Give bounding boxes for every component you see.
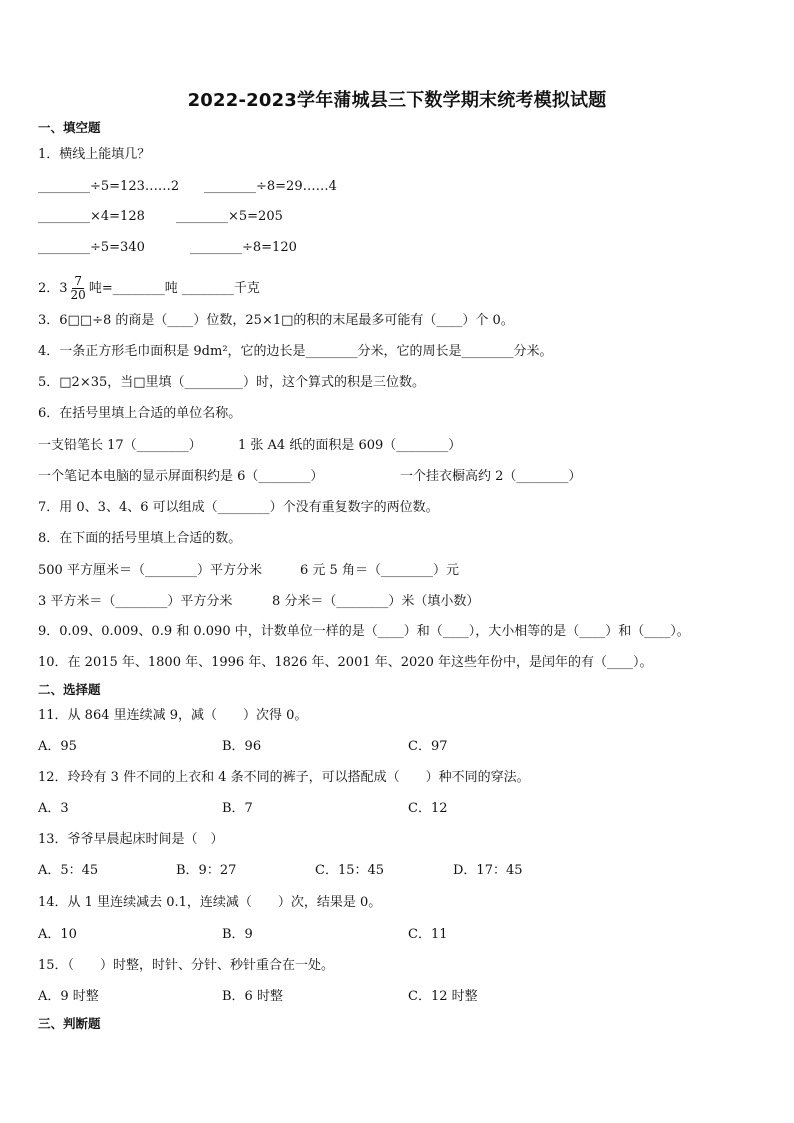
- question-14-stem: 14．从 1 里连续减去 0.1，连续减（ ）次，结果是 0。: [38, 895, 382, 910]
- option-b: B．6 时整: [222, 989, 283, 1004]
- section-true-false: 三、判断题: [38, 1016, 101, 1031]
- question-1-item: ________×4=128: [38, 209, 145, 224]
- question-6-stem: 6．在括号里填上合适的单位名称。: [38, 406, 242, 421]
- question-13-stem: 13．爷爷早晨起床时间是（ ）: [38, 832, 224, 847]
- option-b: B．9: [222, 927, 253, 942]
- question-2-prefix: 2．3: [38, 281, 68, 296]
- option-b: B．7: [222, 801, 253, 816]
- option-c: C．11: [408, 927, 448, 942]
- question-1-item: ________÷8=29……4: [204, 179, 337, 194]
- question-4: 4．一条正方形毛巾面积是 9dm²，它的边长是________分米，它的周长是________分米。: [38, 344, 553, 359]
- question-15-stem: 15．（ ）时整，时针、分针、秒针重合在一处。: [38, 958, 335, 973]
- question-1-item: ________÷5=123……2: [38, 179, 180, 194]
- option-b: B．9：27: [176, 863, 237, 878]
- fraction: [69, 275, 88, 302]
- question-10: 10．在 2015 年、1800 年、1996 年、1826 年、2001 年、2020 年这些年份中，是闰年的有（____）。: [38, 655, 653, 670]
- option-a: A．9 时整: [38, 989, 99, 1004]
- question-6-item: 1 张 A4 纸的面积是 609（________）: [238, 438, 462, 453]
- option-d: D．17：45: [453, 863, 523, 878]
- option-c: C．97: [408, 739, 448, 754]
- question-11-stem: 11．从 864 里连续减 9，减（ ）次得 0。: [38, 708, 308, 723]
- question-2: [38, 275, 774, 302]
- question-8-item: 3 平方米＝（________）平方分米: [38, 594, 233, 609]
- question-1-item: ________×5=205: [176, 209, 283, 224]
- page-title: 2022-2023学年蒲城县三下数学期末统考模拟试题: [187, 90, 607, 111]
- option-c: C．15：45: [315, 863, 385, 878]
- option-c: C．12 时整: [408, 989, 478, 1004]
- option-c: C．12: [408, 801, 448, 816]
- question-8-item: 500 平方厘米＝（________）平方分米: [38, 563, 262, 578]
- question-1-stem: 1．横线上能填几？: [38, 147, 151, 162]
- question-7: 7．用 0、3、4、6 可以组成（________）个没有重复数字的两位数。: [38, 500, 439, 515]
- option-a: A．10: [38, 927, 77, 942]
- question-3: 3．6□□÷8 的商是（____）位数，25×1□的积的末尾最多可能有（____）个 0。: [38, 313, 514, 328]
- option-b: B．96: [222, 739, 262, 754]
- question-12-stem: 12．玲玲有 3 件不同的上衣和 4 条不同的裤子，可以搭配成（ ）种不同的穿法。: [38, 770, 530, 785]
- question-2-suffix: 吨=________吨 ________千克: [88, 281, 260, 296]
- question-5: 5．□2×35，当□里填（_________）时，这个算式的积是三位数。: [38, 375, 426, 390]
- fraction-numerator: 7: [74, 274, 82, 288]
- question-6-item: 一个笔记本电脑的显示屏面积约是 6（________）: [38, 469, 324, 484]
- question-1-item: ________÷5=340: [38, 240, 145, 255]
- option-a: A．5：45: [38, 863, 99, 878]
- section-fill-in: 一、填空题: [38, 120, 101, 135]
- question-6-item: 一支铅笔长 17（________）: [38, 438, 202, 453]
- question-8-item: 8 分米＝（________）米（填小数）: [272, 594, 480, 609]
- option-a: A．3: [38, 801, 69, 816]
- question-9: 9．0.09、0.009、0.9 和 0.090 中，计数单位一样的是（____）和（____），大小相等的是（____）和（____）。: [38, 624, 690, 639]
- question-1-item: ________÷8=120: [190, 240, 297, 255]
- option-a: A．95: [38, 739, 77, 754]
- question-8-stem: 8．在下面的括号里填上合适的数。: [38, 531, 242, 546]
- section-multiple-choice: 二、选择题: [38, 682, 101, 697]
- question-6-item: 一个挂衣橱高约 2（________）: [400, 469, 582, 484]
- fraction-denominator: 20: [70, 288, 86, 302]
- question-8-item: 6 元 5 角＝（________）元: [300, 563, 459, 578]
